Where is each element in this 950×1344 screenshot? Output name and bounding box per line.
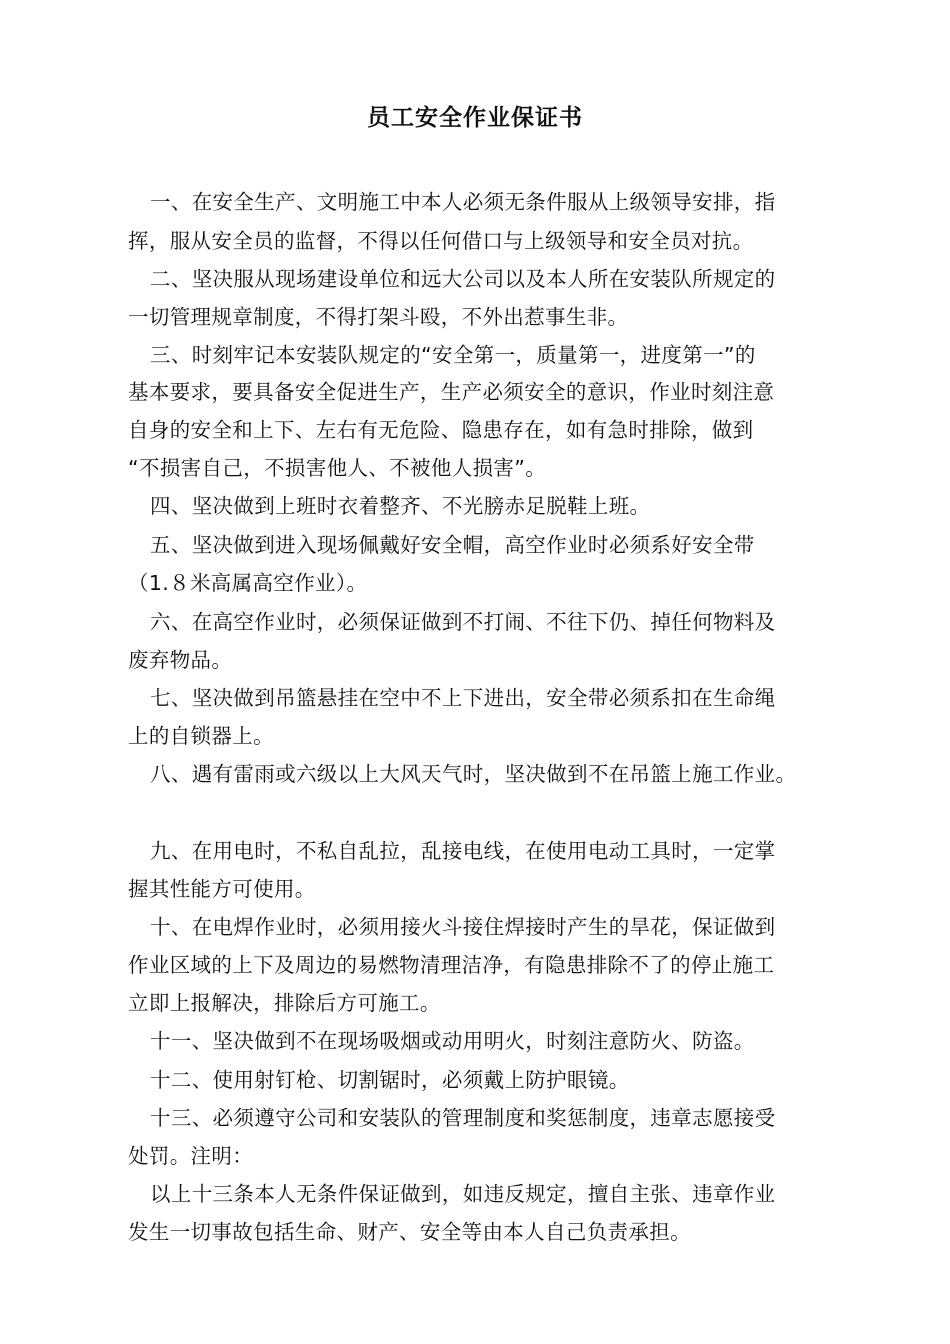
paragraph-line: 基本要求，要具备安全促进生产，生产必须安全的意识，作业时刻注意 — [128, 380, 775, 404]
paragraph-line: 废弃物品。 — [128, 648, 233, 672]
paragraph-line: 作业区域的上下及周边的易燃物清理洁净，有隐患排除不了的停止施工 — [128, 953, 775, 977]
paragraph-line: 挥，服从安全员的监督，不得以任何借口与上级领导和安全员对抗。 — [128, 229, 754, 253]
paragraph-line: 一切管理规章制度，不得打架斗殴，不外出惹事生非。 — [128, 305, 629, 329]
paragraph-line: 八、遇有雷雨或六级以上大风天气时，坚决做到不在吊篮上施工作业。 — [150, 762, 797, 786]
document-title: 员工安全作业保证书 — [367, 105, 583, 131]
paragraph-line: 四、坚决做到上班时衣着整齐、不光膀赤足脱鞋上班。 — [150, 494, 651, 518]
paragraph-line: 立即上报解决，排除后方可施工。 — [128, 991, 441, 1015]
paragraph-line: 三、时刻牢记本安装队规定的“安全第一，质量第一，进度第一”的 — [150, 343, 756, 367]
paragraph-line: （1.８米高属高空作业）。 — [128, 571, 368, 595]
paragraph-line: 二、坚决服从现场建设单位和远大公司以及本人所在安装队所规定的 — [150, 267, 776, 291]
paragraph-line: 握其性能方可使用。 — [128, 877, 316, 901]
paragraph-line: 九、在用电时，不私自乱拉，乱接电线，在使用电动工具时，一定掌 — [150, 839, 776, 863]
paragraph-line: 处罚。注明： — [128, 1144, 254, 1168]
paragraph-line: 发生一切事故包括生命、财产、安全等由本人自己负责承担。 — [128, 1220, 691, 1244]
paragraph-line: 六、在高空作业时，必须保证做到不打闹、不往下仍、掉任何物料及 — [150, 610, 776, 634]
paragraph-line: 以上十三条本人无条件保证做到，如违反规定，擅自主张、违章作业 — [150, 1182, 776, 1206]
paragraph-line: 十三、必须遵守公司和安装队的管理制度和奖惩制度，违章志愿接受 — [150, 1106, 776, 1130]
paragraph-line: 一、在安全生产、文明施工中本人必须无条件服从上级领导安排，指 — [150, 190, 776, 214]
paragraph-line: 上的自锁器上。 — [128, 724, 274, 748]
paragraph-line: 十一、坚决做到不在现场吸烟或动用明火，时刻注意防火、防盗。 — [150, 1029, 755, 1053]
paragraph-line: 五、坚决做到进入现场佩戴好安全帽，高空作业时必须系好安全带 — [150, 533, 755, 557]
paragraph-line: 十二、使用射钉枪、切割锯时，必须戴上防护眼镜。 — [150, 1068, 630, 1092]
paragraph-line: 十、在电焊作业时，必须用接火斗接住焊接时产生的旱花，保证做到 — [150, 915, 776, 939]
paragraph-line: “不损害自己，不损害他人、不被他人损害”。 — [128, 456, 547, 480]
paragraph-line: 七、坚决做到吊篮悬挂在空中不上下进出，安全带必须系扣在生命绳 — [150, 686, 776, 710]
paragraph-line: 自身的安全和上下、左右有无危险、隐患存在，如有急时排除，做到 — [128, 418, 754, 442]
